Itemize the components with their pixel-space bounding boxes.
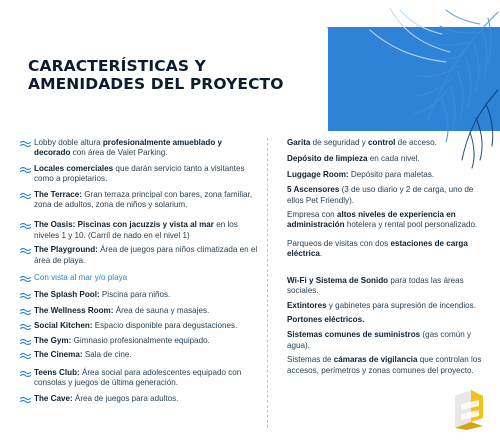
amenity-text: . <box>319 249 323 259</box>
amenity-text: Gran terraza principal con bares, zona familiar, zona de adultos, zona de niños y solarium. <box>34 189 253 210</box>
wave-icon <box>20 192 31 199</box>
amenity-item <box>287 138 487 148</box>
amenity-highlight: Teens Club: <box>34 367 80 377</box>
amenity-text: Lobby doble altura <box>34 138 103 147</box>
amenity-highlight: Sistemas comunes de suministros <box>287 330 421 340</box>
amenity-text: Área social para adolescentes equipado con consolas y juegos de última generación. <box>34 367 242 387</box>
amenity-highlight: Social Kitchen: <box>34 321 93 331</box>
amenities-left-column <box>20 138 258 405</box>
amenity-highlight: profesionalmente amueblado y decorado <box>34 138 223 158</box>
wave-icon <box>20 292 31 299</box>
amenity-highlight: Depósito de limpieza <box>287 154 368 164</box>
building-logo-icon <box>449 388 487 430</box>
amenity-item <box>287 185 487 206</box>
amenity-item <box>20 368 258 389</box>
wave-icon <box>20 323 31 330</box>
wave-icon <box>20 275 31 282</box>
amenity-item <box>287 301 487 311</box>
amenity-item <box>20 290 258 300</box>
amenity-item <box>20 394 258 404</box>
sea-view-note <box>20 273 258 283</box>
page-title-line-2: AMENIDADES DEL PROYECTO <box>28 75 284 93</box>
title-box <box>0 27 328 131</box>
amenity-text: para todas las áreas sociales. <box>287 275 464 296</box>
amenity-text: Área de sauna y masajes. <box>113 305 210 315</box>
amenity-item <box>20 350 258 360</box>
amenities-right-column <box>287 138 487 376</box>
amenity-text: Con vista al mar y/o playa <box>34 273 128 283</box>
amenity-highlight: Luggage Room: <box>287 169 349 179</box>
amenity-highlight: The Splash Pool: <box>34 290 100 300</box>
amenity-text: Sistemas de <box>287 355 334 365</box>
amenity-highlight: 5 Ascensores <box>287 185 340 195</box>
amenity-highlight: Garita <box>287 138 311 147</box>
amenity-item <box>20 306 258 316</box>
amenity-text: (3 de uso diario y 2 de carga, uno de ellos Pet Friendly). <box>287 185 474 205</box>
amenity-highlight: The Gym: <box>34 335 72 345</box>
wave-icon <box>20 338 31 345</box>
wave-icon <box>20 396 31 403</box>
amenity-text: con área de Valet Parking. <box>70 148 168 158</box>
amenity-item <box>287 315 487 325</box>
amenity-highlight: cámaras de vigilancia <box>333 355 418 365</box>
column-divider <box>267 138 268 428</box>
amenity-text: Parqueos de visitas con dos <box>287 238 391 248</box>
wave-icon <box>20 247 31 254</box>
amenity-item <box>287 355 487 376</box>
amenity-item <box>287 210 487 231</box>
amenity-item <box>20 336 258 346</box>
amenity-highlight: The Oasis: Piscinas con jacuzzis y vista al mar <box>34 220 214 230</box>
amenity-text: Área de juegos para niños climatizada en el área de playa. <box>34 245 258 265</box>
amenity-text: Depósito para maletas. <box>348 169 435 179</box>
amenity-item <box>287 154 487 164</box>
wave-icon <box>20 140 31 147</box>
amenity-item <box>20 190 258 211</box>
amenity-text: Piscina para niños. <box>99 290 171 300</box>
amenity-highlight: Wi-Fi y Sistema de Sonido <box>287 275 389 285</box>
wave-icon <box>20 222 31 229</box>
amenity-highlight: The Terrace: <box>34 189 82 199</box>
amenity-item <box>287 170 487 180</box>
amenity-highlight: The Wellness Room: <box>34 305 114 315</box>
amenity-text: Sala de cine. <box>82 350 132 360</box>
amenity-text: de acceso. <box>395 138 437 147</box>
amenity-text: (gas común y agua). <box>287 330 471 350</box>
amenity-highlight: estaciones de carga eléctrica <box>287 238 468 259</box>
amenity-text: en los niveles 1 y 10. (Carril de nado en el nivel 1) <box>34 220 238 240</box>
amenity-text: que darán servicio tanto a visitantes como a propietarios. <box>34 163 245 184</box>
wave-icon <box>20 308 31 315</box>
amenity-text: que controlan los accesos, perímetros y zonas comunes del proyecto. <box>287 355 482 375</box>
amenity-text: de seguridad y <box>310 138 368 147</box>
amenity-highlight: control <box>368 138 396 147</box>
amenity-item <box>20 220 258 241</box>
amenity-text: Espacio disponible para degustaciones. <box>92 321 238 331</box>
amenity-highlight: The Cave: <box>34 394 73 404</box>
page-title-line-1: CARACTERÍSTICAS Y <box>28 57 206 75</box>
amenity-text: en cada nivel. <box>367 154 420 164</box>
wave-icon <box>20 370 31 377</box>
amenity-item <box>287 276 487 297</box>
amenity-highlight: The Playground: <box>34 245 98 255</box>
amenity-text: Empresa con <box>287 210 337 220</box>
amenity-highlight: The Cinema: <box>34 350 83 360</box>
amenity-text: hotelera y rental pool personalizado. <box>344 220 478 230</box>
page-title <box>28 57 328 93</box>
amenity-highlight: Extintores <box>287 301 327 311</box>
amenity-item <box>287 330 487 351</box>
amenity-item <box>20 321 258 331</box>
amenity-highlight: Portones eléctricos. <box>287 314 365 324</box>
amenity-text: Gimnasio profesionalmente equipado. <box>71 335 210 345</box>
wave-icon <box>20 352 31 359</box>
wave-icon <box>20 166 31 173</box>
amenity-highlight: Locales comerciales <box>34 163 114 173</box>
amenity-item <box>20 164 258 185</box>
amenity-item <box>20 138 258 159</box>
amenity-text: Área de juegos para adultos. <box>72 394 179 404</box>
amenity-highlight: altos niveles de experiencia en administración <box>287 210 456 230</box>
amenity-item <box>20 245 258 266</box>
amenity-text: y gabinetes para supresión de incendios. <box>326 301 476 311</box>
amenity-item <box>287 239 487 260</box>
